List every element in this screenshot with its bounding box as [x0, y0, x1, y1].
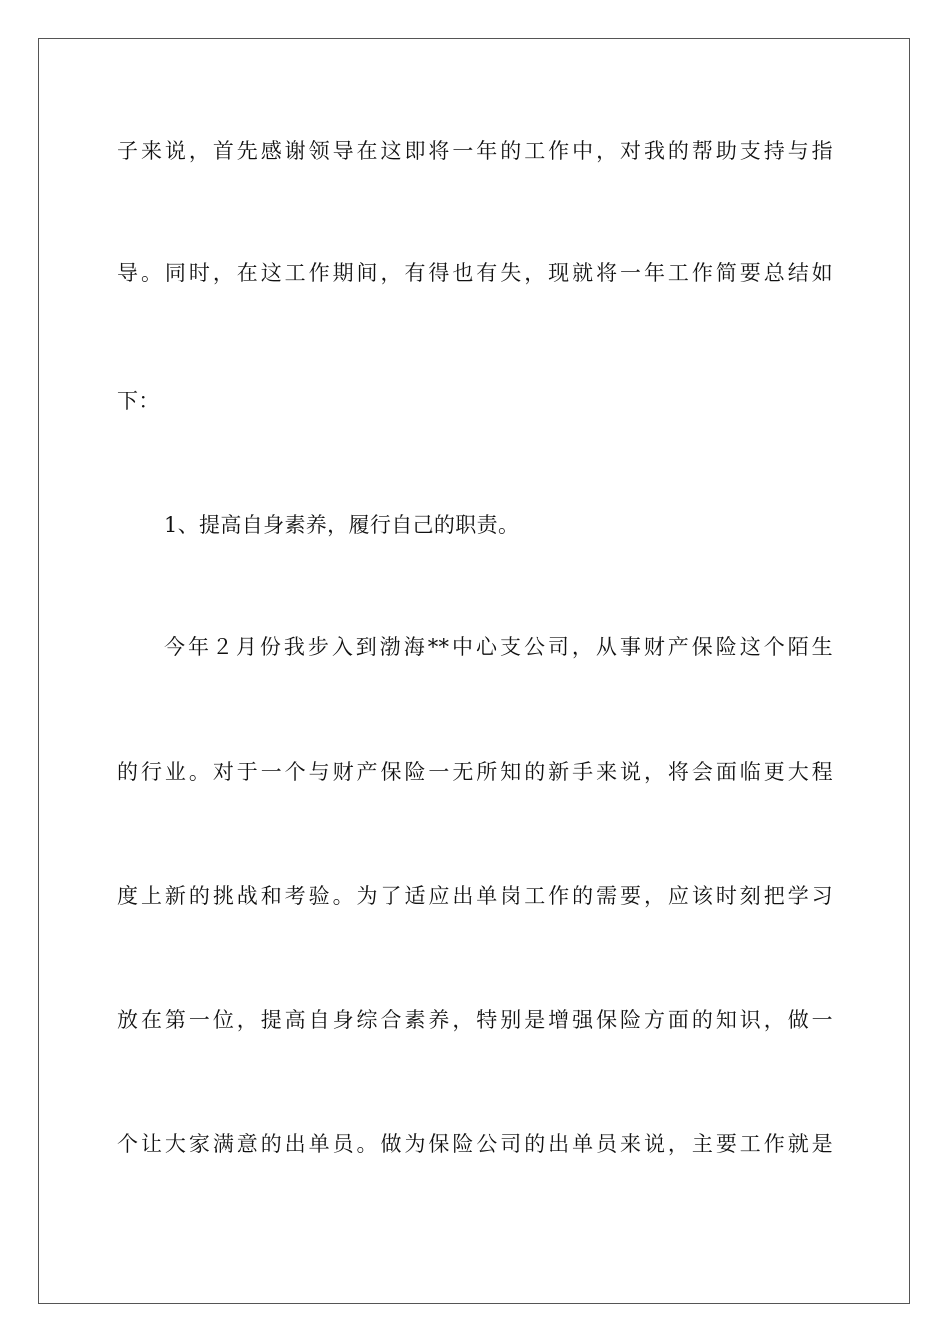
body-text-line: 今年２月份我步入到渤海**中心支公司，从事财产保险这个陌生 [164, 635, 833, 659]
body-text-line: 子来说，首先感谢领导在这即将一年的工作中，对我的帮助支持与指 [117, 139, 833, 163]
body-text-line: 度上新的挑战和考验。为了适应出单岗工作的需要，应该时刻把学习 [117, 884, 833, 908]
body-text-line: 的行业。对于一个与财产保险一无所知的新手来说，将会面临更大程 [117, 760, 833, 784]
body-text-line: 放在第一位，提高自身综合素养，特别是增强保险方面的知识，做一 [117, 1008, 833, 1032]
body-text-line: 下： [117, 389, 160, 413]
body-text-line: 个让大家满意的出单员。做为保险公司的出单员来说，主要工作就是 [117, 1132, 833, 1156]
body-text-line: 导。同时，在这工作期间，有得也有失，现就将一年工作简要总结如 [117, 261, 833, 285]
page-frame [38, 38, 910, 1304]
section-heading: 1、提高自身素养，履行自己的职责。 [164, 513, 520, 537]
